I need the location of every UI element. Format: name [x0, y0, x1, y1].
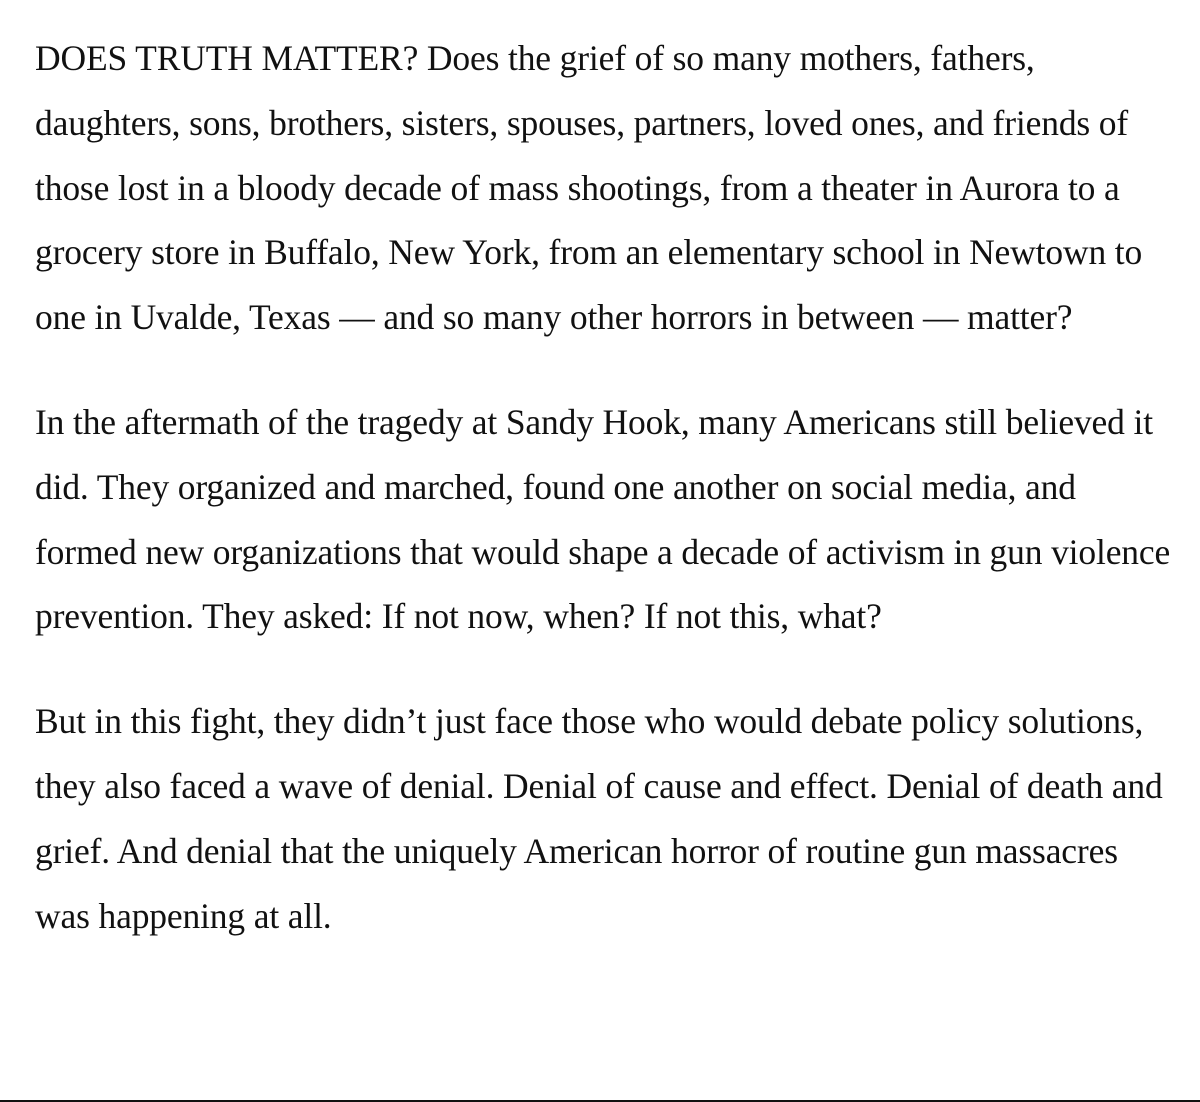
article-paragraph: But in this fight, they didn’t just face those who would debate policy solutions, they also faced a wave of denial. Denial of cause and effect. Denial of death and grief. And denial that the uniquely American horror of routine gun massacres was happening at all.	[35, 701, 1163, 936]
article-paragraph: In the aftermath of the tragedy at Sandy Hook, many Americans still believed it did. They organized and marched, found one another on social media, and formed new organizations that would shape a decade of activism in gun violence prevention. They asked: If not now, when? If not this, what?	[35, 401, 1171, 637]
article-body	[35, 26, 1175, 948]
article-paragraph: DOES TRUTH MATTER? Does the grief of so many mothers, fathers, daughters, sons, brothers, sisters, spouses, partners, loved ones, and friends of those lost in a bloody decade of mass shootings, from a theater in Aurora to a grocery store in Buffalo, New York, from an elementary school in Newtown to one in Uvalde, Texas — and so many other horrors in between — matter?	[35, 38, 1143, 338]
